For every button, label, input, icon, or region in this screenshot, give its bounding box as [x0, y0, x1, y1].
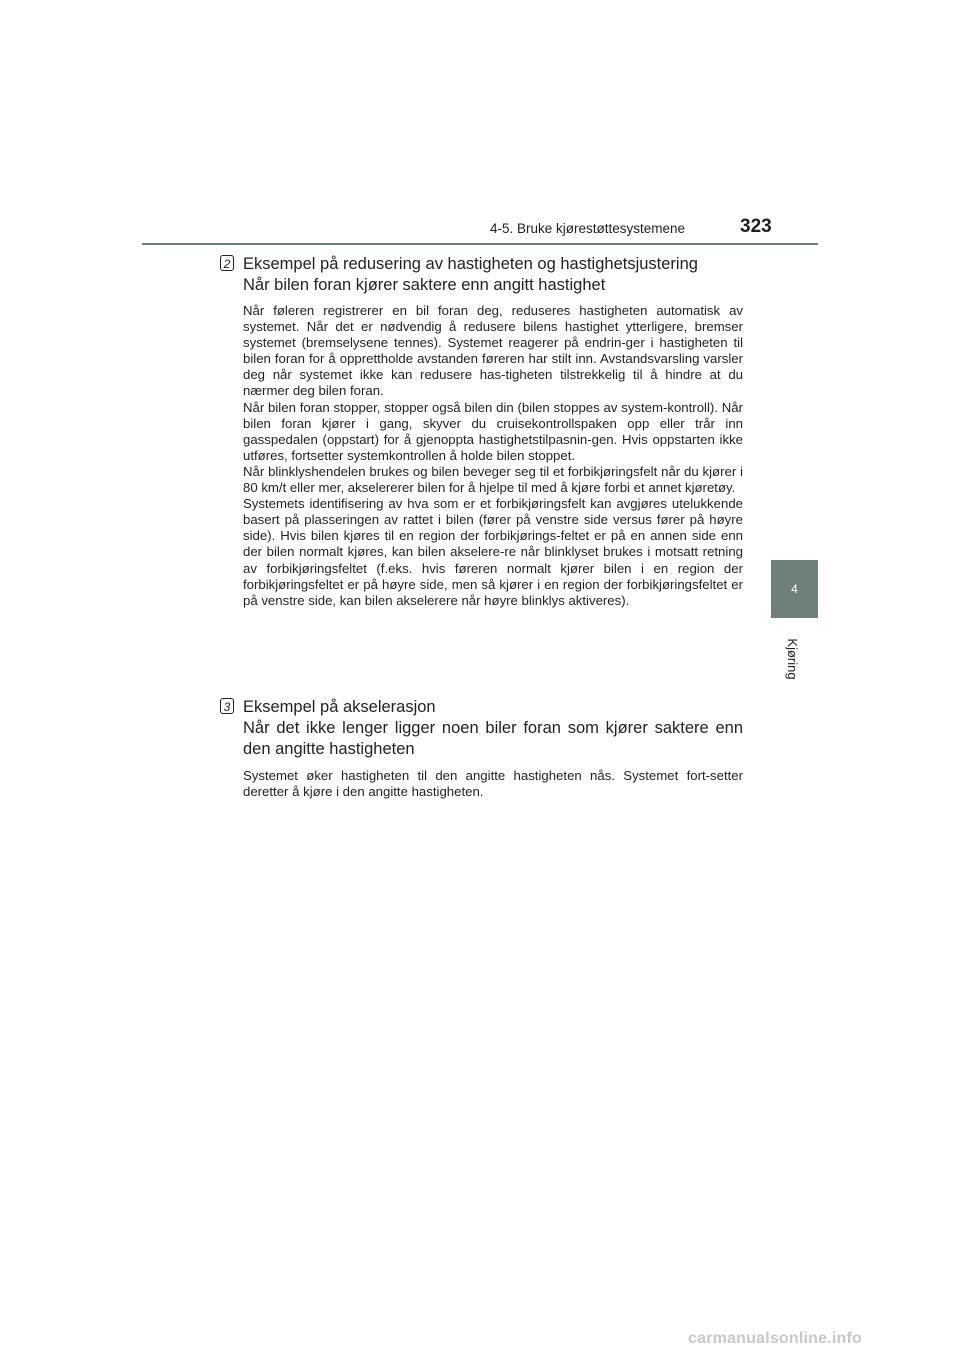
paragraph: Når føleren registrerer en bil foran deg, reduseres hastigheten automatisk av systemet. Når det er nødvendig å redusere bilens hastighet ytterligere, bremser systemet (bremselysene tennes). Systemet reagerer på endrin-ger i hastigheten til bilen foran for å opprettholde avstanden føreren har stilt inn. Avstandsvarsling varsler deg når systemet ikke kan redusere has-tigheten tilstrekkelig til å hindre at du nærmer deg bilen foran. — [243, 303, 743, 399]
paragraph: Når bilen foran stopper, stopper også bilen din (bilen stoppes av system-kontroll). Når bilen foran kjører i gang, skyver du cruisekontrollspaken opp eller trår inn gasspedalen (oppstart) for å gjenoppta hastighetstilpasnin-gen. Hvis oppstarten ikke utføres, fortsetter systemkontrollen å holde bilen stoppet. — [243, 399, 743, 463]
section-3-body — [243, 768, 743, 800]
section-3-title: Eksempel på akselerasjon — [243, 698, 436, 716]
paragraph: Når blinklyshendelen brukes og bilen beveger seg til et forbikjøringsfelt når du kjører i 80 km/t eller mer, akselererer bilen for å hjelpe til med å kjøre forbi et annet kjøretøy. — [243, 463, 743, 496]
paragraph: Systemet øker hastigheten til den angitte hastigheten nås. Systemet fort-setter deretter å kjøre i den angitte hastigheten. — [243, 768, 743, 800]
header-section-title: 4-5. Bruke kjørestøttesystemene — [490, 221, 686, 236]
step-3-icon: 3 — [220, 698, 234, 714]
chapter-label: Kjøring — [785, 638, 800, 680]
section-2-title: Eksempel på redusering av hastigheten og hastighetsjustering — [243, 255, 698, 273]
section-2-subtitle: Når bilen foran kjører saktere enn angitt hastighet — [243, 276, 606, 294]
section-2-heading — [243, 254, 753, 296]
paragraph: Systemets identifisering av hva som er et forbikjøringsfelt kan avgjøres utelukkende basert på plasseringen av rattet i bilen (fører på venstre side versus fører på høyre side). Hvis bilen kjøres til en region der forbikjørings-feltet er på en annen side enn der bilen normalt kjøres, kan bilen akselere-re når blinklyset brukes i motsatt retning av forbikjøringsfeltet (f.eks. hvis føreren normalt kjører bilen i en region der forbikjøringsfeltet er på høyre side, men så kjører i en region der forbikjøringsfeltet er på venstre side, kan bilen akselerere når høyre blinklys aktiveres). — [243, 496, 743, 608]
watermark-text: carmanualsonline.info — [688, 1330, 863, 1347]
step-2-icon: 2 — [220, 255, 234, 271]
page-number: 323 — [740, 216, 772, 237]
chapter-tab[interactable]: 4 — [771, 560, 818, 618]
section-3-subtitle: Når det ikke lenger ligger noen biler foran som kjører saktere enn den angitte hastigheten — [243, 719, 743, 758]
section-2-body — [243, 303, 743, 609]
header-rule — [142, 243, 818, 245]
section-3-heading — [243, 697, 753, 760]
